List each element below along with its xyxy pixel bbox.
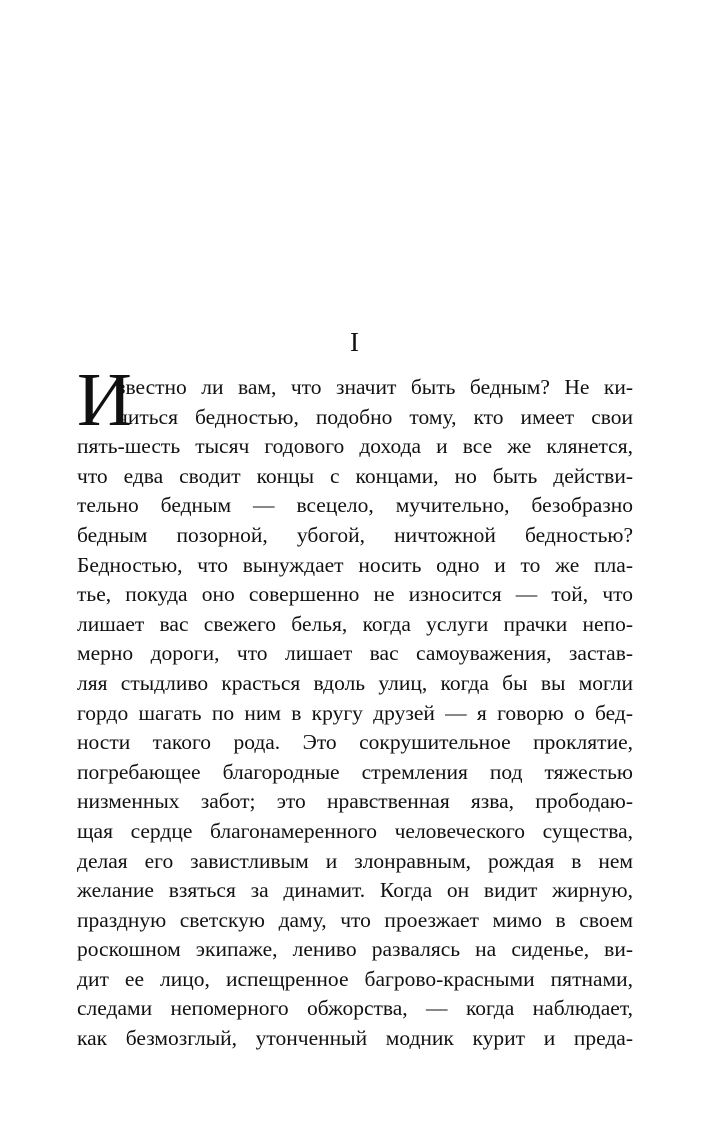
chapter-number: I (350, 327, 359, 357)
text-line: дит ее лицо, испещренное багрово-красными пятнами, (77, 966, 633, 991)
text-line: что едва сводит концы с концами, но быть действи- (77, 463, 633, 488)
text-line: роскошном экипаже, лениво развалясь на сиденье, ви- (77, 937, 633, 962)
text-line: Бедностью, что вынуждает носить одно и то же пла- (77, 552, 633, 577)
text-line: лишает вас свежего белья, когда услуги прачки непо- (77, 611, 633, 636)
text-line: погребающее благородные стремления под тяжестью (77, 759, 633, 784)
text-line: бедным позорной, убогой, ничтожной бедностью? (77, 522, 633, 547)
text-line: мерно дороги, что лишает вас самоуважения, застав- (77, 641, 633, 666)
text-line: праздную светскую даму, что проезжает мимо в своем (77, 907, 633, 932)
body-text (77, 373, 633, 1054)
text-line: пять-шесть тысяч годового дохода и все же клянется, (77, 434, 633, 459)
text-line: как безмозглый, утонченный модник курит и преда- (77, 1026, 633, 1051)
text-line: тье, покуда оно совершенно не износится — той, что (77, 582, 633, 607)
text-line: читься бедностью, подобно тому, кто имеет свои (117, 404, 633, 429)
text-line: делая его завистливым и злонравным, рождая в нем (77, 848, 633, 873)
text-line: следами непомерного обжорства, — когда наблюдает, (77, 996, 633, 1021)
text-line: желание взяться за динамит. Когда он видит жирную, (77, 878, 633, 903)
text-line: ляя стыдливо красться вдоль улиц, когда бы вы могли (77, 670, 633, 695)
text-line: щая сердце благонамеренного человеческого существа, (77, 818, 633, 843)
text-line: звестно ли вам, что значит быть бедным? Не ки- (117, 375, 633, 399)
text-line: низменных забот; это нравственная язва, прободаю- (77, 789, 633, 814)
text-line: тельно бедным — всецело, мучительно, безобразно (77, 493, 633, 518)
drop-cap-letter: И (77, 358, 132, 442)
text-line: гордо шагать по ним в кругу друзей — я говорю о бед- (77, 700, 633, 725)
text-line: ности такого рода. Это сокрушительное проклятие, (77, 730, 633, 755)
